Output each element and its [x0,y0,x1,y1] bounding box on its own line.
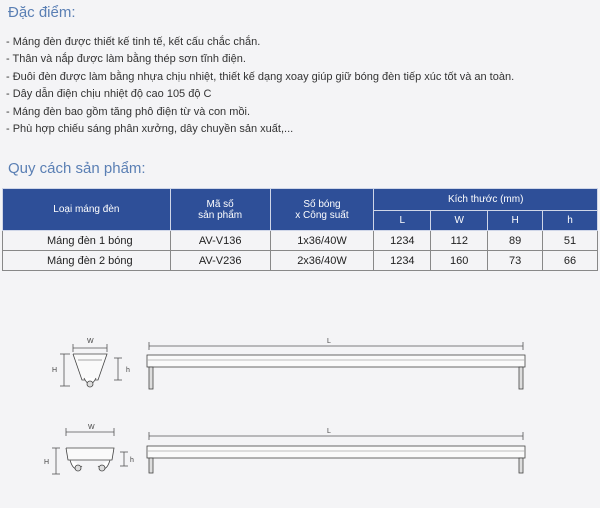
row-L: 1234 [374,231,431,251]
row-H: 89 [488,231,543,251]
features-list [6,34,514,138]
dim-label-h: h [130,457,134,464]
feature-item: - Phù hợp chiếu sáng phân xưởng, dây chuyền sản xuất,... [6,123,294,136]
row-code: AV-V236 [170,251,270,271]
double-tube-section-drawing [52,428,128,474]
row-h: 66 [543,251,598,271]
dim-label-h: h [126,367,130,374]
header-h: h [543,211,598,231]
dim-label-H: H [52,367,58,374]
header-code-line2: sản phẩm [198,209,243,221]
header-bulbs [270,189,374,231]
row-L: 1234 [374,251,431,271]
header-bulbs-line1: Số bóng [303,198,341,210]
single-tube-section-drawing [60,344,122,387]
row-name: Máng đèn 2 bóng [3,251,171,271]
feature-item: - Máng đèn được thiết kế tinh tế, kết cấu chắc chắn. [6,36,261,48]
row-name: Máng đèn 1 bóng [3,231,171,251]
dim-label-W: W [87,338,94,345]
single-tube-side-drawing [147,342,525,389]
header-L: L [374,211,431,231]
dim-label-W: W [88,424,95,431]
row-h: 51 [543,231,598,251]
row-W: 112 [431,231,488,251]
spec-heading: Quy cách sản phẩm: [8,160,146,177]
row-code: AV-V136 [170,231,270,251]
row-bulbs: 1x36/40W [270,231,374,251]
dim-label-L: L [327,338,331,345]
row-H: 73 [488,251,543,271]
header-W: W [431,211,488,231]
double-tube-side-drawing [147,432,525,473]
dim-label-H: H [44,459,50,466]
features-heading: Đặc điểm: [8,4,76,21]
header-H: H [488,211,543,231]
spec-table [2,188,598,271]
header-dims: Kích thước (mm) [374,189,598,211]
header-code-line1: Mã số [206,198,234,210]
row-W: 160 [431,251,488,271]
row-bulbs: 2x36/40W [270,251,374,271]
feature-item: - Đuôi đèn được làm bằng nhựa chịu nhiệt, thiết kế dạng xoay giúp giữ bóng đèn tiếp xúc tốt và an toàn. [6,70,515,83]
table-row [3,251,598,271]
feature-item: - Máng đèn bao gồm tăng phô điện từ và con mồi. [6,105,251,118]
header-type: Loại máng đèn [3,189,171,231]
feature-item: - Thân và nắp được làm bằng thép sơn tĩnh điện. [6,53,246,66]
dim-label-L: L [327,428,331,435]
table-row [3,231,598,251]
header-bulbs-line2: x Công suất [295,209,349,221]
feature-item: - Dây dẫn điện chịu nhiệt độ cao 105 độ C [6,88,212,101]
header-code [170,189,270,231]
